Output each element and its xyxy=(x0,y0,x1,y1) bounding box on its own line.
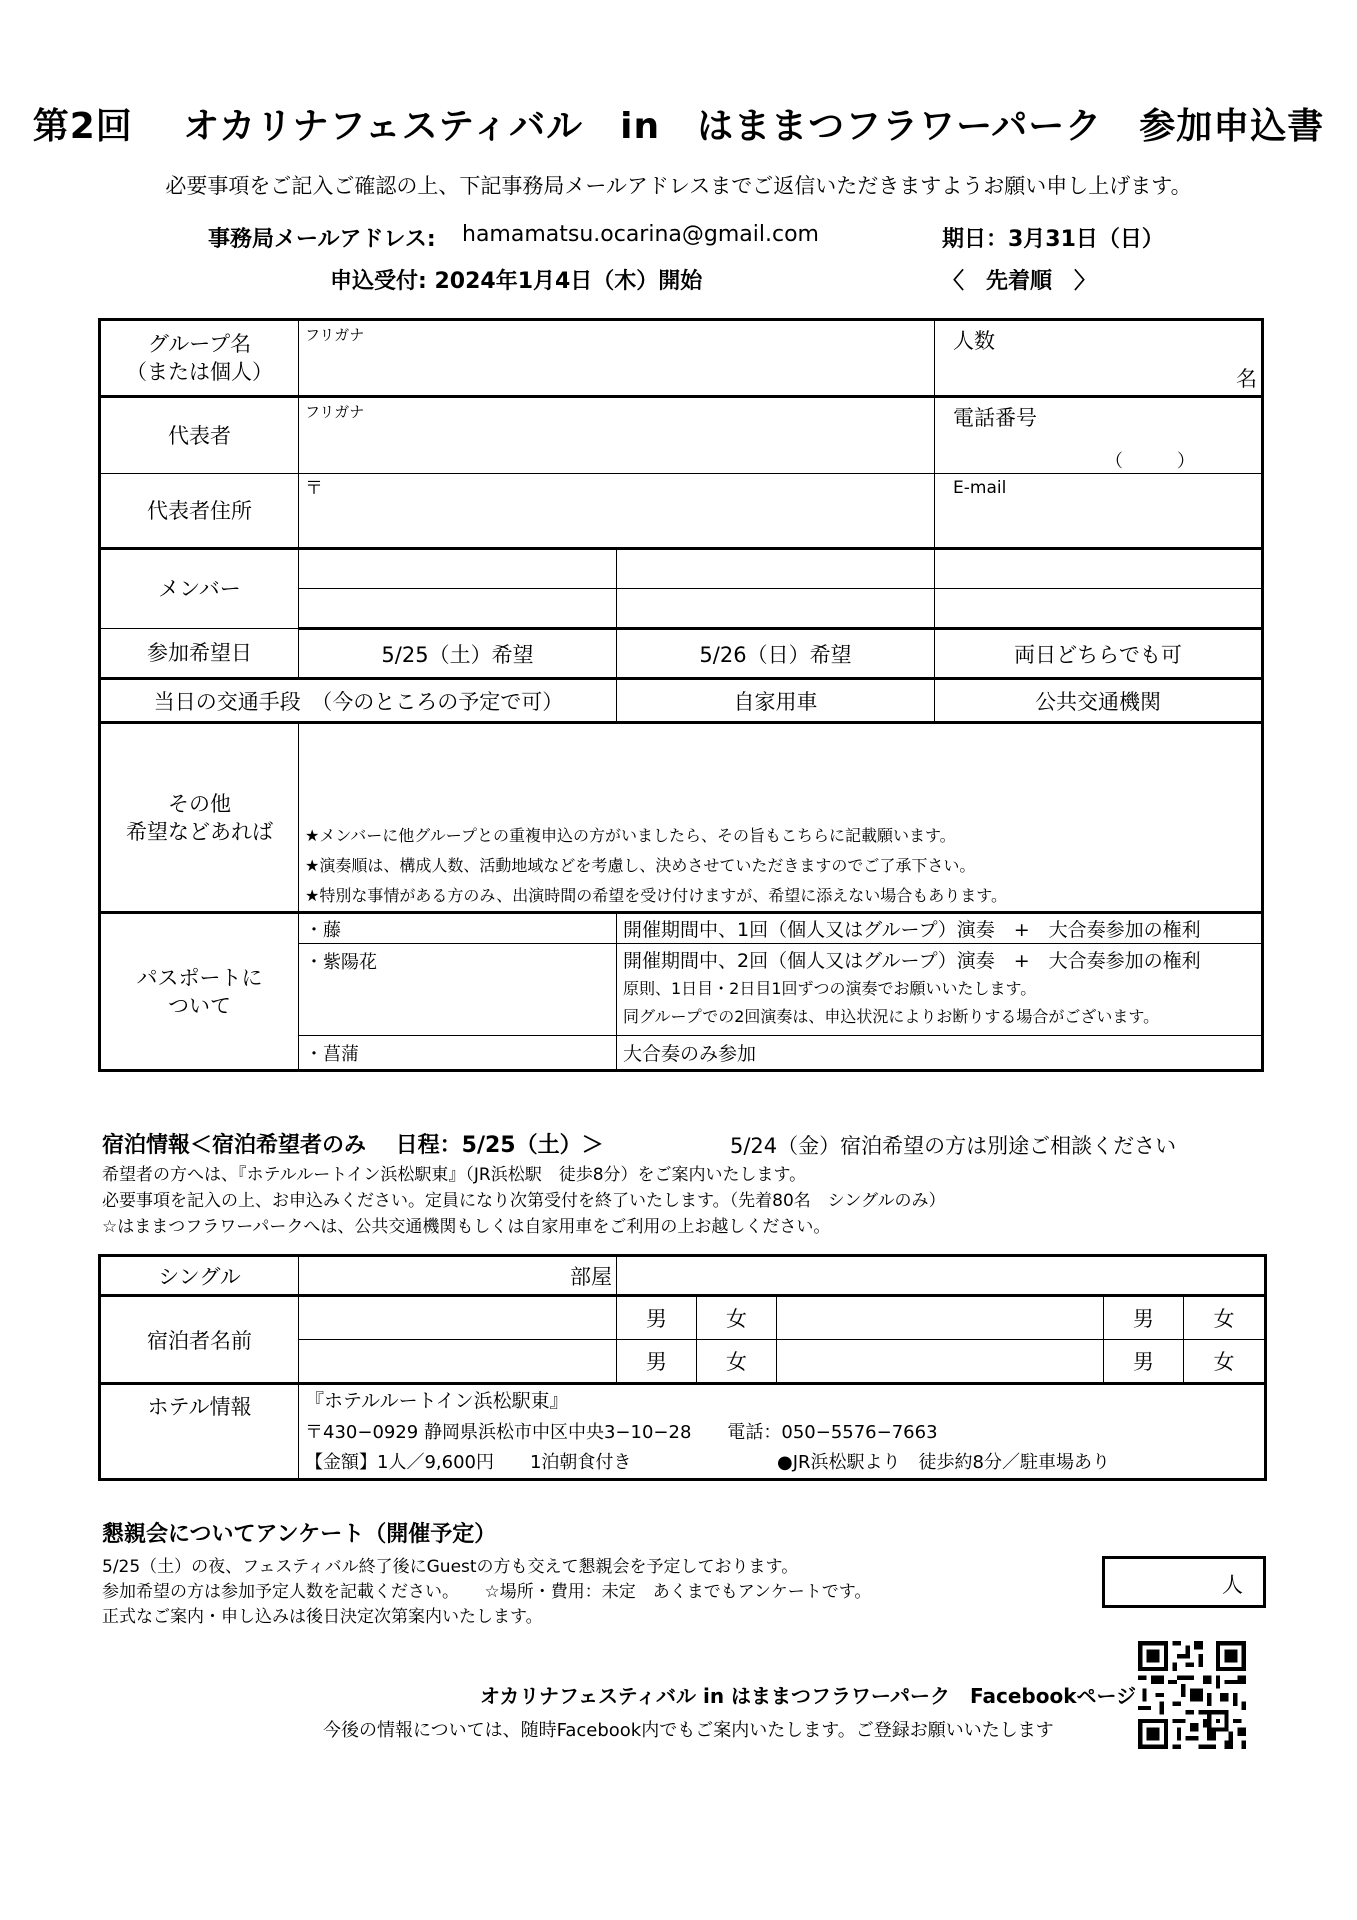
passport-ajisai-sub1: 原則、1日目・2日目1回ずつの演奏でお願いいたします。 xyxy=(623,979,1037,998)
group-name-field[interactable] xyxy=(299,320,935,397)
email-label: 事務局メールアドレス: xyxy=(208,227,436,252)
address-field[interactable] xyxy=(299,474,935,549)
date-label: 参加希望日 xyxy=(100,629,299,679)
furigana-label-2: フリガナ xyxy=(305,403,365,421)
other-label: その他 希望などあれば xyxy=(100,723,299,913)
party-line-3: 正式なご案内・申し込みは後日決定次第案内いたします。 xyxy=(102,1607,543,1627)
member-field[interactable] xyxy=(617,589,935,629)
member-field[interactable] xyxy=(299,589,617,629)
passport-fuji-desc: 開催期間中、1回（個人又はグループ）演奏 + 大合奏参加の権利 xyxy=(617,913,1263,944)
guest-name-field[interactable] xyxy=(299,1340,617,1384)
party-line-2: 参加希望の方は参加予定人数を記載ください。 ☆場所・費用：未定 あくまでもアンケートです。 xyxy=(102,1582,872,1602)
guest-name-field[interactable] xyxy=(777,1340,1104,1384)
hotel-name: 『ホテルルートイン浜松駅東』 xyxy=(305,1390,569,1412)
passport-ajisai-desc: 開催期間中、2回（個人又はグループ）演奏 + 大合奏参加の権利 xyxy=(623,950,1201,972)
hotel-address: 〒430−0929 静岡県浜松市中区中央3−10−28 電話：050−5576−7663 xyxy=(305,1422,938,1443)
facebook-qr-code[interactable] xyxy=(1138,1641,1246,1749)
members-label: メンバー xyxy=(100,549,299,629)
female-option[interactable]: 女 xyxy=(697,1296,777,1340)
member-field[interactable] xyxy=(617,549,935,589)
guest-label: 宿泊者名前 xyxy=(100,1296,299,1384)
furigana-label: フリガナ xyxy=(305,326,365,344)
member-field[interactable] xyxy=(299,549,617,589)
party-count-field[interactable] xyxy=(1102,1556,1266,1608)
lodging-line-2: 必要事項を記入の上、お申込みください。定員になり次第受付を終了いたします。（先着80名 シングルのみ） xyxy=(102,1191,946,1211)
note-order: ★演奏順は、構成人数、活動地域などを考慮し、決めさせていただきますのでご了承下さい。 xyxy=(305,856,976,875)
rep-name-field[interactable] xyxy=(299,397,935,474)
email-field[interactable] xyxy=(935,474,1263,549)
facebook-note: 今後の情報については、随時Facebook内でもご案内いたします。ご登録お願いいたします xyxy=(323,1720,1054,1741)
other-request-field[interactable] xyxy=(299,723,1263,913)
female-option[interactable]: 女 xyxy=(1184,1296,1266,1340)
female-option[interactable]: 女 xyxy=(697,1340,777,1384)
reception-start: 申込受付: 2024年1月4日（木）開始 xyxy=(330,269,703,294)
group-label: グループ名 （または個人） xyxy=(100,320,299,397)
male-option[interactable]: 男 xyxy=(1104,1340,1184,1384)
party-title: 懇親会についてアンケート（開催予定） xyxy=(102,1522,497,1547)
first-come-note: 〈 先着順 〉 xyxy=(942,269,1097,294)
postal-mark: 〒 xyxy=(305,478,323,499)
transport-option-public[interactable]: 公共交通機関 xyxy=(935,679,1263,723)
passport-fuji[interactable]: ・藤 xyxy=(299,913,617,944)
passport-ajisai[interactable]: ・紫陽花 xyxy=(299,944,617,1036)
party-line-1: 5/25（土）の夜、フェスティバル終了後にGuestの方も交えて懇親会を予定しております。 xyxy=(102,1557,799,1577)
transport-label: 当日の交通手段 （今のところの予定で可） xyxy=(100,679,617,723)
phone-area-paren: （ ） xyxy=(1105,451,1196,472)
note-time: ★特別な事情がある方のみ、出演時間の希望を受け付けますが、希望に添えない場合もあります。 xyxy=(305,886,1008,905)
passport-ayame[interactable]: ・菖蒲 xyxy=(299,1036,617,1071)
lodging-title: 宿泊情報＜宿泊希望者のみ 日程：5/25（土）＞ xyxy=(102,1133,604,1158)
deadline: 期日：3月31日（日） xyxy=(942,227,1164,252)
hotel-label: ホテル情報 xyxy=(100,1384,299,1480)
lodging-form xyxy=(98,1254,1267,1481)
single-label: シングル xyxy=(100,1256,299,1296)
party-count-unit: 人 xyxy=(1222,1573,1243,1597)
passport-ayame-desc: 大合奏のみ参加 xyxy=(617,1036,1263,1071)
guest-name-field[interactable] xyxy=(777,1296,1104,1340)
application-form xyxy=(98,318,1264,1072)
lodging-line-3: ☆はままつフラワーパークへは、公共交通機関もしくは自家用車をご利用の上お越しください。 xyxy=(102,1217,831,1237)
phone-label: 電話番号 xyxy=(953,406,1038,430)
date-option-either[interactable]: 両日どちらでも可 xyxy=(935,629,1263,679)
female-option[interactable]: 女 xyxy=(1184,1340,1266,1384)
date-option-sat[interactable]: 5/25（土）希望 xyxy=(299,629,617,679)
room-count-field[interactable] xyxy=(299,1256,617,1296)
male-option[interactable]: 男 xyxy=(617,1340,697,1384)
address-label: 代表者住所 xyxy=(100,474,299,549)
people-label: 人数 xyxy=(953,329,996,353)
hotel-access: ●JR浜松駅より 徒歩約8分／駐車場あり xyxy=(777,1452,1110,1473)
note-duplicate: ★メンバーに他グループとの重複申込の方がいましたら、その旨もこちらに記載願います。 xyxy=(305,826,956,845)
people-count-field[interactable] xyxy=(935,320,1263,397)
phone-field[interactable] xyxy=(935,397,1263,474)
page-title: 第2回 オカリナフェスティバル in はままつフラワーパーク 参加申込書 xyxy=(32,106,1325,147)
date-option-sun[interactable]: 5/26（日）希望 xyxy=(617,629,935,679)
room-label: 部屋 xyxy=(570,1264,612,1289)
facebook-label[interactable]: オカリナフェスティバル in はままつフラワーパーク Facebookページ xyxy=(480,1684,1137,1708)
male-option[interactable]: 男 xyxy=(617,1296,697,1340)
room-blank[interactable] xyxy=(617,1256,1266,1296)
lodging-line-1: 希望者の方へは、『ホテルルートイン浜松駅東』（JR浜松駅 徒歩8分）をご案内いたします。 xyxy=(102,1165,807,1185)
passport-label: パスポートに ついて xyxy=(100,913,299,1071)
hotel-price: 【金額】1人／9,600円 1泊朝食付き xyxy=(305,1452,632,1473)
intro-text: 必要事項をご記入ご確認の上、下記事務局メールアドレスまでご返信いただきますようお願い申し上げます。 xyxy=(165,174,1192,198)
passport-ajisai-sub2: 同グループでの2回演奏は、申込状況によりお断りする場合がございます。 xyxy=(623,1007,1160,1026)
member-field[interactable] xyxy=(935,589,1263,629)
contact-email[interactable]: hamamatsu.ocarina@gmail.com xyxy=(462,222,819,247)
transport-option-car[interactable]: 自家用車 xyxy=(617,679,935,723)
people-unit: 名 xyxy=(1236,367,1258,391)
member-field[interactable] xyxy=(935,549,1263,589)
lodging-title-note: 5/24（金）宿泊希望の方は別途ご相談ください xyxy=(730,1134,1177,1158)
email-field-label: E-mail xyxy=(953,478,1007,498)
guest-name-field[interactable] xyxy=(299,1296,617,1340)
male-option[interactable]: 男 xyxy=(1104,1296,1184,1340)
rep-label: 代表者 xyxy=(100,397,299,474)
